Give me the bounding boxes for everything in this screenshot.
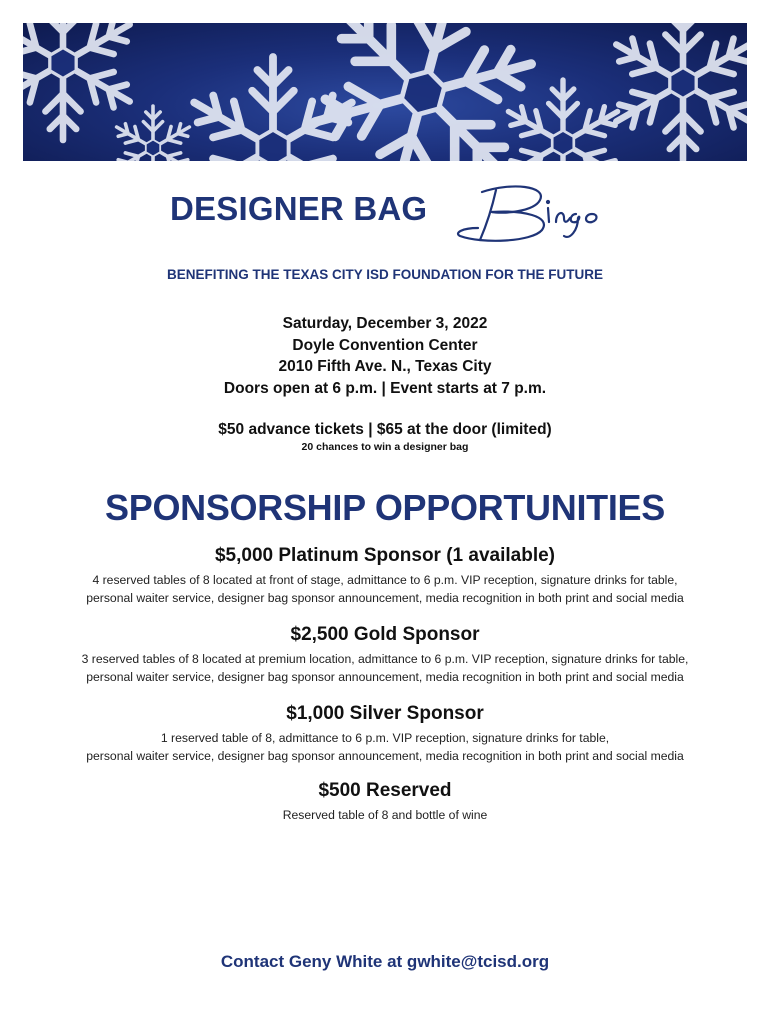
tier-reserved: [0, 778, 770, 824]
snowflake-pattern: [23, 23, 747, 161]
snowflake-banner: [23, 23, 747, 161]
tier-gold: [0, 622, 770, 686]
ticket-prices: $50 advance tickets | $65 at the door (limited): [218, 421, 552, 438]
tier-description: [0, 650, 770, 686]
event-details: [0, 313, 770, 399]
tier-line: Reserved table of 8 and bottle of wine: [282, 808, 488, 822]
contact-line: Contact Geny White at gwhite@tcisd.org: [220, 952, 550, 971]
tier-line: personal waiter service, designer bag sponsor announcement, media recognition in both print and social media: [86, 670, 684, 684]
tier-silver: [0, 701, 770, 765]
event-date: Saturday, December 3, 2022: [282, 315, 488, 332]
event-address: 2010 Fifth Ave. N., Texas City: [278, 358, 492, 375]
title-text: DESIGNER BAG: [170, 190, 428, 227]
tier-line: 4 reserved tables of 8 located at front of stage, admittance to 6 p.m. VIP reception, signature drinks for table,: [92, 573, 678, 587]
event-venue: Doyle Convention Center: [292, 336, 478, 354]
tier-description: [0, 571, 770, 607]
sponsorship-heading: SPONSORSHIP OPPORTUNITIES: [105, 487, 665, 528]
tier-description: [0, 806, 770, 824]
chances-note: 20 chances to win a designer bag: [301, 441, 469, 453]
tier-line: personal waiter service, designer bag sponsor announcement, media recognition in both print and social media: [86, 749, 684, 763]
benefit-line: BENEFITING THE TEXAS CITY ISD FOUNDATION FOR THE FUTURE: [166, 267, 603, 282]
tier-title: $500 Reserved: [318, 780, 452, 801]
tier-title: $5,000 Platinum Sponsor (1 available): [214, 545, 555, 566]
tier-title: $1,000 Silver Sponsor: [286, 703, 484, 724]
tier-description: [0, 729, 770, 765]
tier-title: $2,500 Gold Sponsor: [290, 624, 480, 645]
tier-platinum: [0, 543, 770, 607]
tier-line: 1 reserved table of 8, admittance to 6 p.m. VIP reception, signature drinks for table,: [160, 731, 610, 745]
tier-line: personal waiter service, designer bag sponsor announcement, media recognition in both print and social media: [86, 591, 684, 605]
event-title: [0, 184, 770, 248]
bingo-script-logo: [452, 178, 612, 248]
tier-line: 3 reserved tables of 8 located at premium location, admittance to 6 p.m. VIP reception, signature drinks for table,: [81, 652, 689, 666]
event-times: Doors open at 6 p.m. | Event starts at 7 p.m.: [223, 379, 547, 397]
